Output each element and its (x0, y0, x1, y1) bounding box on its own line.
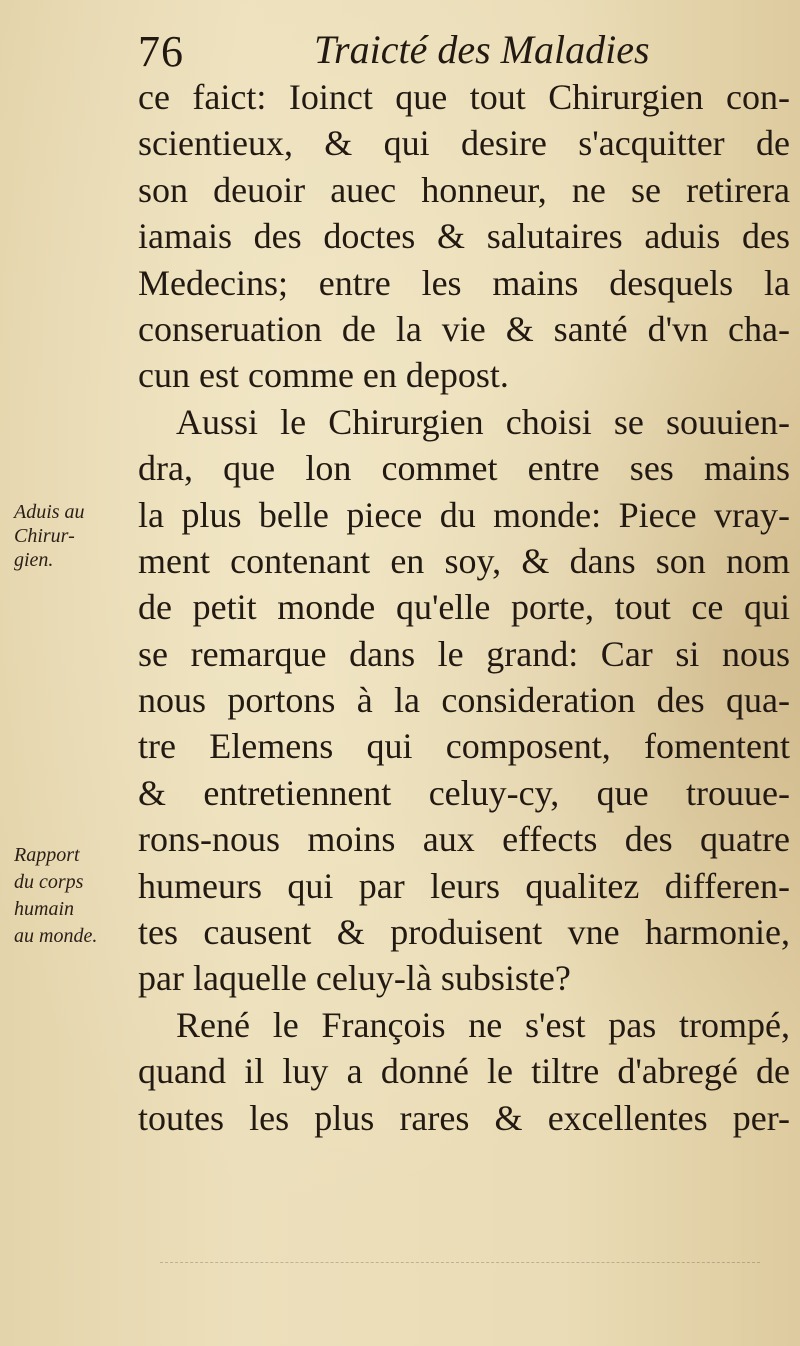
bottom-rule (160, 1262, 760, 1263)
text-line: de petit monde qu'elle porte, tout ce qui (138, 587, 790, 628)
text-line: dra, que lon commet entre ses mains (138, 448, 790, 489)
running-title: Traicté des Maladies (314, 27, 650, 72)
body-text (138, 74, 790, 1141)
text-line: cun est comme en depost. (138, 355, 509, 396)
text-line: quand il luy a donné le tiltre d'abregé de (138, 1051, 790, 1092)
margin-note-line: Rapport (14, 844, 80, 866)
text-line: & entretiennent celuy-cy, que trouue- (138, 772, 790, 813)
text-line: conseruation de la vie & santé d'vn cha- (138, 308, 790, 349)
margin-note-line: Chirur- (14, 525, 75, 547)
margin-note-rapport (14, 842, 97, 950)
margin-note-line: au monde. (14, 925, 98, 947)
margin-note-line: du corps (14, 871, 84, 893)
text-line: se remarque dans le grand: Car si nous (138, 633, 790, 674)
text-line: scientieux, & qui desire s'acquitter de (138, 123, 790, 164)
text-line: René le François ne s'est pas trompé, (176, 1004, 790, 1045)
text-line: rons-nous moins aux effects des quatre (138, 819, 790, 860)
margin-note-line: Aduis au (14, 501, 85, 523)
text-line: tes causent & produisent vne harmonie, (138, 912, 790, 953)
text-line: son deuoir auec honneur, ne se retirera (138, 169, 790, 210)
text-line: humeurs qui par leurs qualitez differen- (138, 865, 790, 906)
text-line: toutes les plus rares & excellentes per- (138, 1097, 790, 1138)
text-line: ce faict: Ioinct que tout Chirurgien con- (138, 77, 790, 117)
page-header (0, 22, 800, 82)
margin-note-line: humain (14, 898, 74, 920)
margin-note-advice (14, 500, 85, 572)
text-line: Medecins; entre les mains desquels la (138, 262, 790, 303)
text-line: nous portons à la consideration des qua- (138, 680, 790, 721)
page-number: 76 (138, 27, 184, 76)
text-line: tre Elemens qui composent, fomentent (138, 726, 790, 767)
text-line: par laquelle celuy-là subsiste? (138, 958, 571, 999)
margin-note-line: gien. (14, 549, 54, 571)
text-line: iamais des doctes & salutaires aduis des (138, 216, 790, 257)
text-line: la plus belle piece du monde: Piece vray- (138, 494, 790, 535)
text-line: Aussi le Chirurgien choisi se souuien- (176, 401, 790, 442)
text-line: ment contenant en soy, & dans son nom (138, 540, 790, 581)
